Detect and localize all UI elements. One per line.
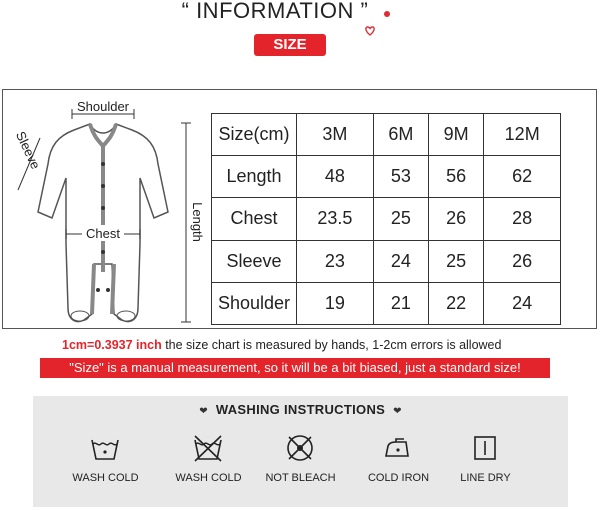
- heart-icon: ❤: [199, 406, 208, 417]
- conversion-text: 1cm=0.3937 inch: [62, 338, 162, 352]
- table-cell: 25: [373, 198, 428, 240]
- size-badge: SIZE: [254, 34, 326, 56]
- wash-item-label: NOT BLEACH: [265, 472, 336, 484]
- iron-icon: [382, 432, 414, 464]
- no-wash-icon: [192, 432, 224, 464]
- wash-item-label: WASH COLD: [175, 472, 242, 484]
- chest-label: Chest: [86, 226, 120, 241]
- table-cell: 62: [484, 156, 561, 198]
- row-label: Length: [212, 156, 297, 198]
- table-header-cell: 6M: [373, 114, 428, 156]
- sleeve-label: Sleeve: [12, 128, 44, 172]
- table-cell: 19: [297, 282, 374, 324]
- table-header-cell: 12M: [484, 114, 561, 156]
- table-cell: 21: [373, 282, 428, 324]
- romper-illustration: [10, 94, 215, 330]
- wash-item-label: WASH COLD: [72, 472, 139, 484]
- washing-panel: [33, 396, 568, 507]
- table-cell: 48: [297, 156, 374, 198]
- red-dot-decoration: [384, 11, 390, 17]
- page-title: “ INFORMATION ”: [181, 0, 369, 23]
- line-dry-icon: [469, 432, 501, 464]
- length-label: Length: [190, 202, 205, 242]
- heart-icon: ❤: [393, 406, 402, 417]
- wash-item-label: COLD IRON: [367, 472, 430, 484]
- table-header-cell: 3M: [297, 114, 374, 156]
- header: [0, 0, 600, 66]
- table-row: [212, 156, 561, 198]
- table-cell: 24: [373, 240, 428, 282]
- size-table: [211, 113, 561, 325]
- table-cell: 26: [484, 240, 561, 282]
- wash-item-no-wash: [156, 432, 261, 502]
- table-header-row: [212, 114, 561, 156]
- row-label: Chest: [212, 198, 297, 240]
- no-bleach-icon: [284, 432, 316, 464]
- table-header-cell: Size(cm): [212, 114, 297, 156]
- wash-item-line-dry: [433, 432, 538, 502]
- measure-note-text: the size chart is measured by hands, 1-2cm errors is allowed: [161, 338, 502, 352]
- table-cell: 23.5: [297, 198, 374, 240]
- table-row: [212, 282, 561, 324]
- wash-item-label: LINE DRY: [460, 472, 511, 484]
- table-cell: 53: [373, 156, 428, 198]
- table-cell: 26: [429, 198, 484, 240]
- wash-item-wash-cold: [53, 432, 158, 502]
- washing-title-text: WASHING INSTRUCTIONS: [215, 402, 386, 417]
- wash-item-not-bleach: [248, 432, 353, 502]
- manual-measurement-banner: "Size" is a manual measurement, so it will be a bit biased, just a standard size!: [40, 358, 550, 378]
- table-cell: 23: [297, 240, 374, 282]
- washing-title: [33, 402, 568, 417]
- table-cell: 22: [429, 282, 484, 324]
- measurement-note: [62, 338, 582, 352]
- row-label: Shoulder: [212, 282, 297, 324]
- table-cell: 56: [429, 156, 484, 198]
- table-header-cell: 9M: [429, 114, 484, 156]
- wash-tub-icon: [89, 432, 121, 464]
- table-row: [212, 240, 561, 282]
- row-label: Sleeve: [212, 240, 297, 282]
- heart-outline-icon: [364, 26, 376, 36]
- shoulder-label: Shoulder: [76, 99, 130, 114]
- table-cell: 28: [484, 198, 561, 240]
- table-cell: 25: [429, 240, 484, 282]
- table-cell: 24: [484, 282, 561, 324]
- table-row: [212, 198, 561, 240]
